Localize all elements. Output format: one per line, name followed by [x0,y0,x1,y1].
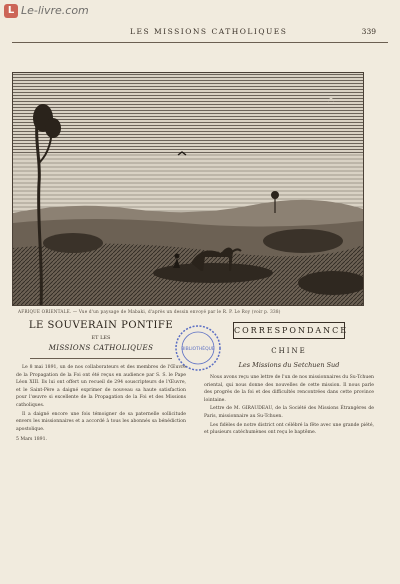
watermark-text: Le-livre.com [21,4,89,17]
paragraph: Lettre de M. GIRAUDEAU, de la Société des Missions Étrangères de Paris, missionnaire au Su-Tchuen. [204,406,374,419]
correspondence-body [204,374,374,437]
article-title: LE SOUVERAIN PONTIFE [28,320,174,331]
section-subtitle: Les Missions du Setchuen Sud [238,361,340,369]
running-head: LES MISSIONS CATHOLIQUES [130,27,288,36]
section-heading: CHINE [271,347,307,355]
article-subtitle: MISSIONS CATHOLIQUES [48,344,154,352]
right-column [204,318,374,438]
watermark-logo-icon: L [4,4,18,18]
title-rule [30,358,172,359]
watermark [4,2,89,20]
paragraph: Nous avons reçu une lettre de l'un de nos missionnaires du Su-Tchuen oriental, qui nous donne des nouvelles de cette mission. Il nous parle des progrès de la foi et des difficultés rencontrées dans cette province lointaine. [204,375,374,403]
figure-caption: AFRIQUE ORIENTALE. — Vue d'un paysage de Mabaki, d'après un dessin envoyé par le R. P. Le Roy (voir p. 338) [18,309,281,314]
landscape-engraving [13,73,363,305]
article-title-conjunction: ET LES [91,335,111,341]
page-number: 339 [361,27,376,36]
header-rule [12,42,388,43]
paragraph: Les fidèles de notre district ont célébré la fête avec une grande piété, et plusieurs catéchumènes ont reçu le baptême. [204,422,374,436]
article-body [16,364,186,433]
left-column [16,318,186,442]
stamp-label: BIBLIOTHÈQUE [181,347,215,352]
paragraph: Il a daigné encore une fois témoigner de sa paternelle sollicitude envers les missionnaires et a accordé à tous les abonnés sa bénédiction apostolique. [16,411,186,432]
footer-note: 5 Mars 1891. [16,437,47,443]
engraving-illustration [12,72,364,306]
correspondence-heading: CORRESPONDANCE [233,322,345,339]
paragraph: Le 8 mai 1891, un de nos collaborateurs et des membres de l'Œuvre de la Propagation de la Foi ont été reçus en audience par S. S. le Pape Léon XIII. Ils lui ont offert un recueil de 294 souscripteurs de l'Œuvre, et le Saint-Père a daigné exprimer de nouveau sa haute satisfaction pour l'œuvre si excellente de la Propagation de la Foi et des Missions catholiques. [16,365,186,408]
